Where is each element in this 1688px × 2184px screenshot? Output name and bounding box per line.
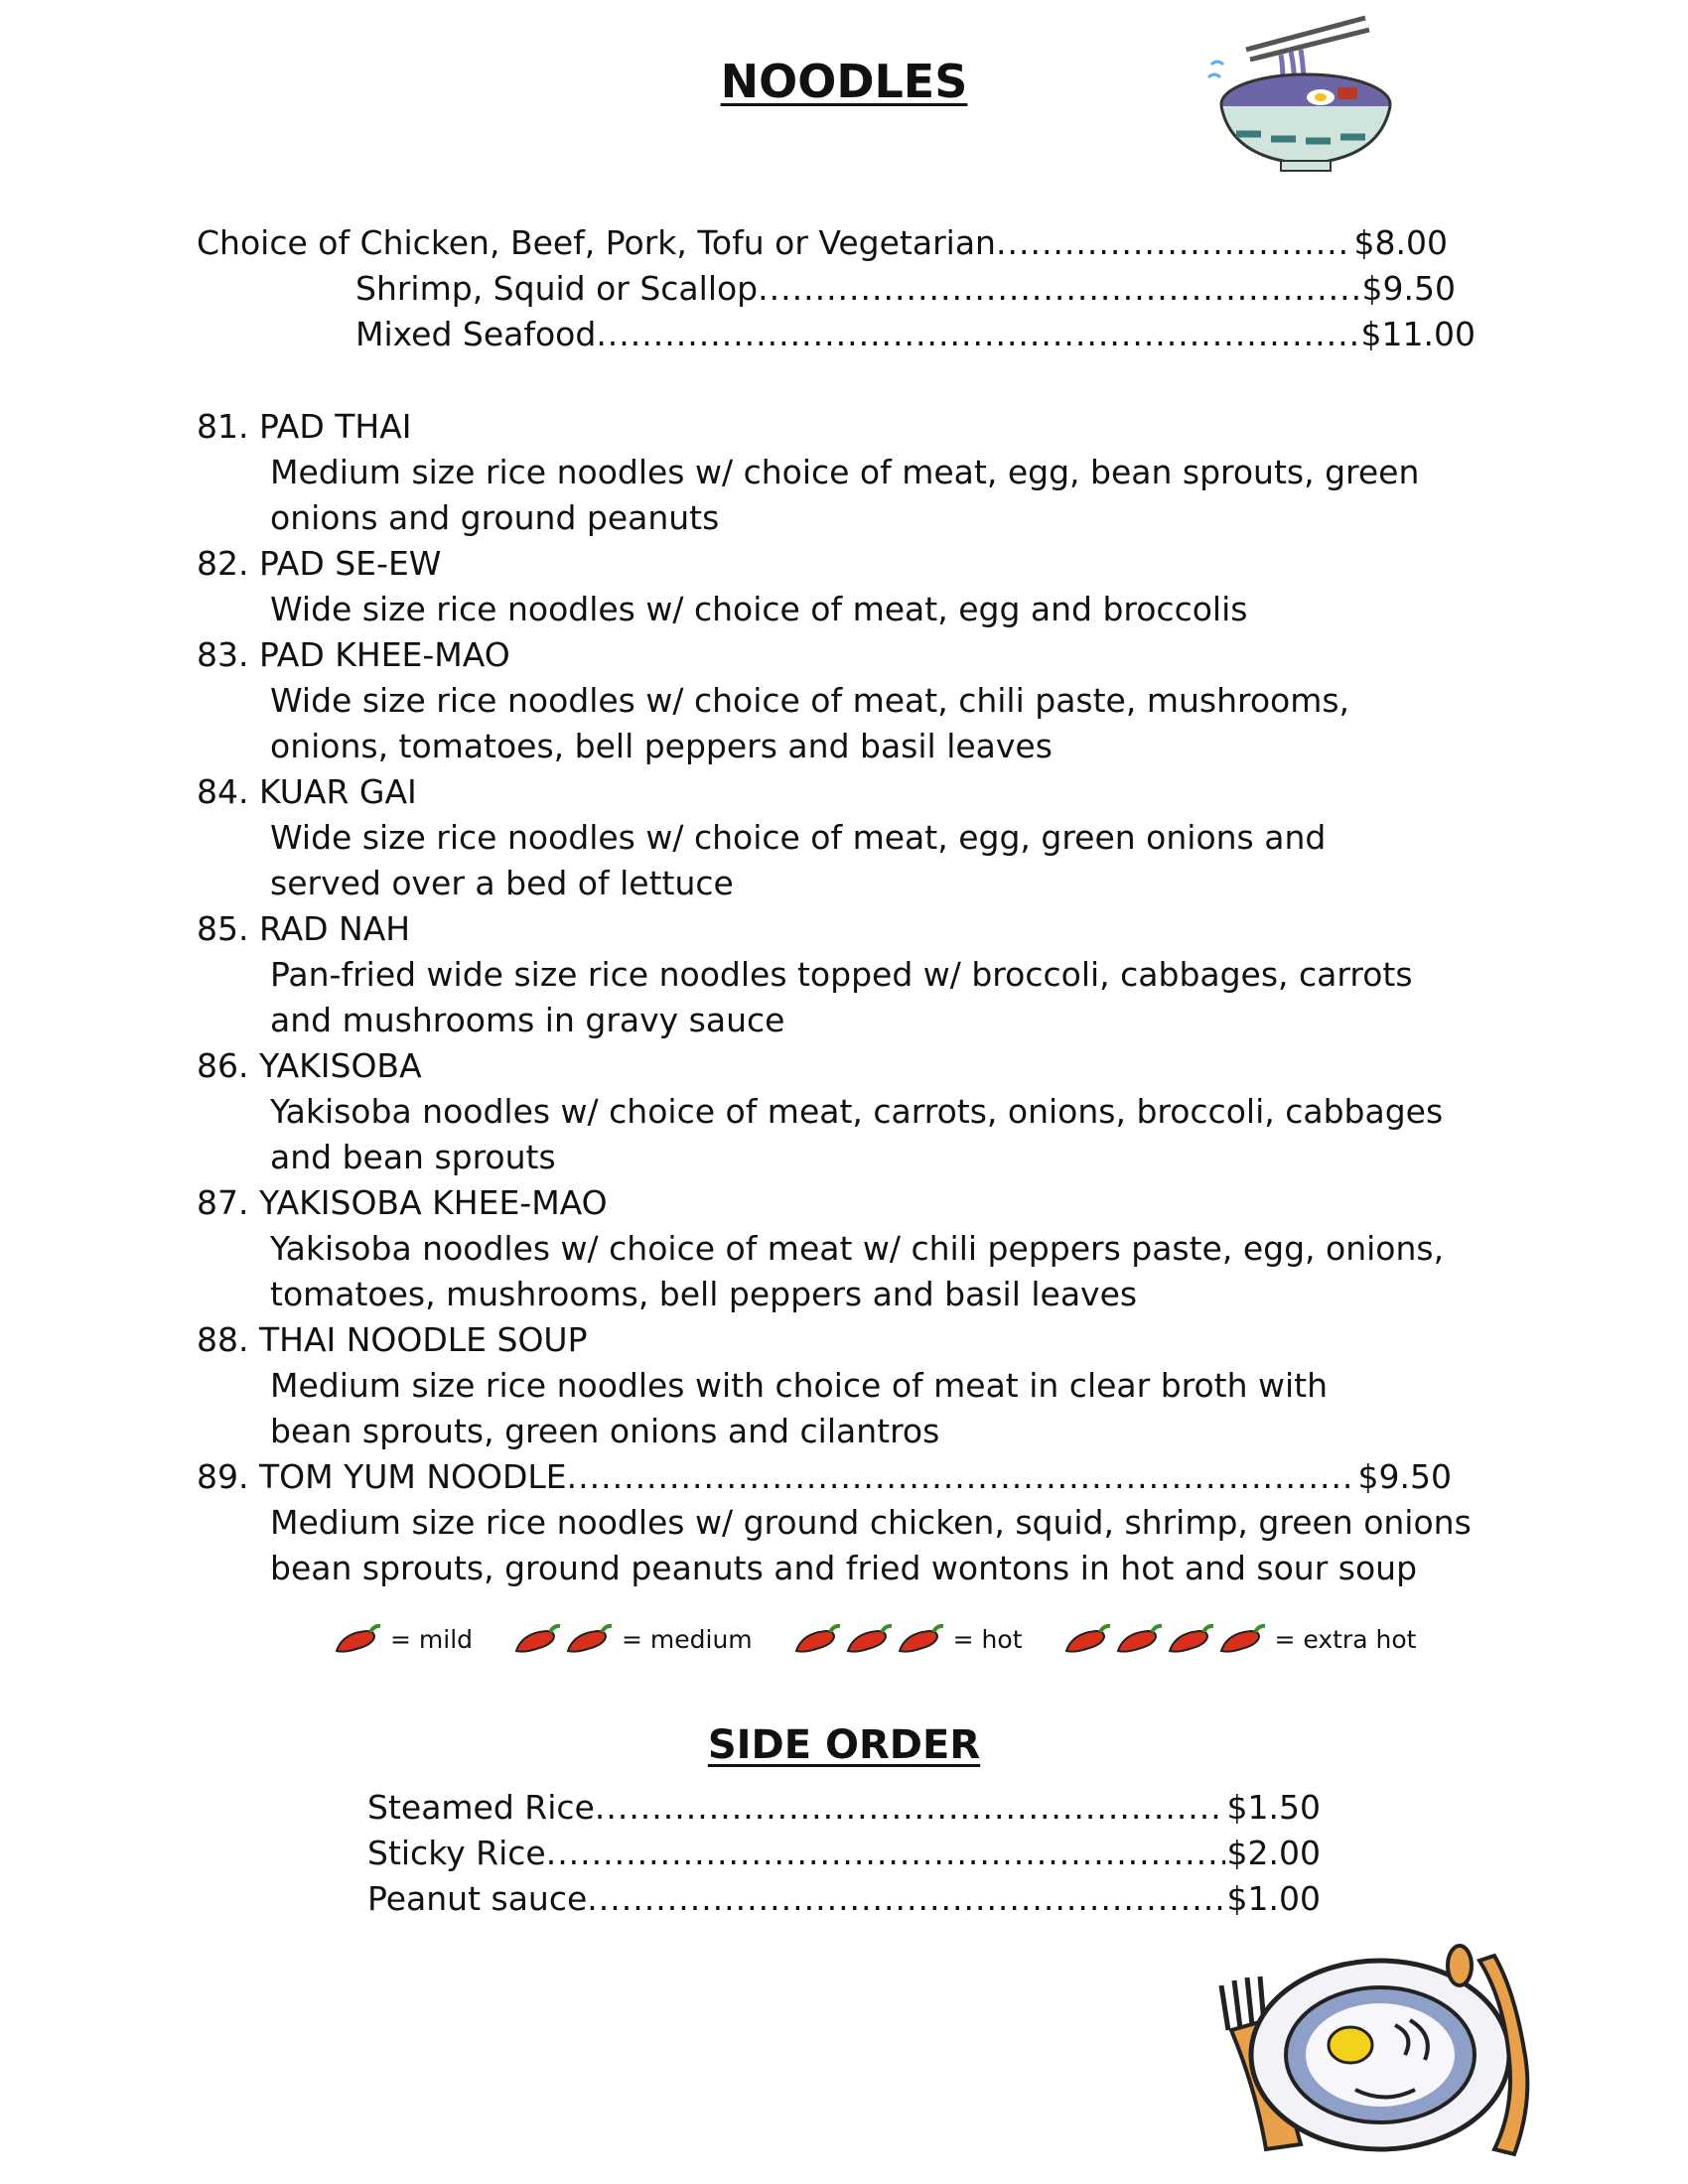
item-desc: Wide size rice noodles w/ choice of meat, egg and broccolis: [270, 590, 1248, 628]
leader-dots: [595, 1785, 1225, 1831]
leader-dots: [567, 1454, 1356, 1500]
price-label: Mixed Seafood: [355, 315, 597, 353]
chili-pepper-icon: [1062, 1623, 1112, 1657]
plate-cutlery-icon: [1206, 1941, 1544, 2169]
leader-dots: [996, 220, 1352, 266]
item-name: 83. PAD KHEE-MAO: [197, 635, 510, 674]
chili-pepper-icon: [1217, 1623, 1267, 1657]
item-desc: Medium size rice noodles w/ choice of meat, egg, bean sprouts, green: [270, 453, 1420, 491]
price-value: $8.00: [1353, 223, 1448, 262]
legend-medium: [512, 1620, 753, 1660]
legend-label: = medium: [622, 1625, 753, 1654]
item-desc: Wide size rice noodles w/ choice of meat, egg, green onions and: [270, 818, 1327, 857]
legend-label: = mild: [390, 1625, 474, 1654]
side-item-sticky-rice: [367, 1831, 1321, 1876]
leader-dots: [758, 266, 1359, 312]
item-desc: tomatoes, mushrooms, bell peppers and basil leaves: [270, 1275, 1138, 1313]
item-name: 88. THAI NOODLE SOUP: [197, 1320, 588, 1359]
page-title: NOODLES: [720, 55, 968, 108]
item-name-priced: [197, 1454, 1452, 1500]
side-order-title: SIDE ORDER: [707, 1722, 981, 1768]
item-desc: onions and ground peanuts: [270, 498, 720, 537]
item-name: 86. YAKISOBA: [197, 1046, 422, 1085]
legend-hot: [792, 1620, 1023, 1660]
chili-pepper-icon: [512, 1623, 562, 1657]
item-desc: served over a bed of lettuce: [270, 864, 734, 902]
item-desc: bean sprouts, ground peanuts and fried wontons in hot and sour soup: [270, 1549, 1418, 1587]
price-value: $2.00: [1226, 1834, 1321, 1872]
legend-mild: [333, 1620, 473, 1660]
spice-legend: [333, 1620, 1416, 1660]
price-value: $9.50: [1357, 1457, 1452, 1496]
legend-label: = extra hot: [1274, 1625, 1417, 1654]
price-value: $11.00: [1360, 315, 1476, 353]
chili-pepper-icon: [1166, 1623, 1215, 1657]
price-label: Peanut sauce: [367, 1879, 588, 1918]
price-label: Sticky Rice: [367, 1834, 546, 1872]
side-item-steamed-rice: [367, 1785, 1321, 1831]
item-name: 87. YAKISOBA KHEE-MAO: [197, 1183, 608, 1222]
price-label: Choice of Chicken, Beef, Pork, Tofu or Vegetarian: [197, 223, 996, 262]
price-line-seafood: [355, 266, 1456, 312]
item-name: 81. PAD THAI: [197, 407, 412, 446]
price-line-mixed-seafood: [355, 312, 1476, 357]
item-desc: onions, tomatoes, bell peppers and basil leaves: [270, 727, 1053, 765]
legend-extra-hot: [1062, 1620, 1417, 1660]
price-value: $1.50: [1226, 1788, 1321, 1827]
item-desc: Yakisoba noodles w/ choice of meat w/ chili peppers paste, egg, onions,: [270, 1229, 1445, 1268]
item-desc: Pan-fried wide size rice noodles topped w/ broccoli, cabbages, carrots: [270, 955, 1413, 994]
item-name: 85. RAD NAH: [197, 909, 411, 948]
chili-pepper-icon: [333, 1623, 382, 1657]
chili-pepper-icon: [896, 1623, 945, 1657]
leader-dots: [587, 1876, 1224, 1922]
side-item-peanut-sauce: [367, 1876, 1321, 1922]
item-desc: and mushrooms in gravy sauce: [270, 1001, 785, 1039]
price-line-base: [197, 220, 1448, 266]
item-name: 82. PAD SE-EW: [197, 544, 442, 583]
legend-label: = hot: [952, 1625, 1023, 1654]
item-desc: Medium size rice noodles w/ ground chicken, squid, shrimp, green onions: [270, 1503, 1472, 1542]
price-value: $1.00: [1226, 1879, 1321, 1918]
chili-pepper-icon: [792, 1623, 842, 1657]
chili-pepper-icon: [1114, 1623, 1164, 1657]
price-label: Shrimp, Squid or Scallop: [355, 269, 759, 308]
leader-dots: [546, 1831, 1225, 1876]
chili-pepper-icon: [844, 1623, 894, 1657]
item-desc: Wide size rice noodles w/ choice of meat, chili paste, mushrooms,: [270, 681, 1350, 720]
item-desc: and bean sprouts: [270, 1138, 556, 1176]
item-desc: bean sprouts, green onions and cilantros: [270, 1412, 940, 1450]
item-desc: Yakisoba noodles w/ choice of meat, carrots, onions, broccoli, cabbages: [270, 1092, 1444, 1131]
item-name: 89. TOM YUM NOODLE: [197, 1457, 567, 1496]
noodle-bowl-icon: [1206, 10, 1405, 179]
chili-pepper-icon: [564, 1623, 614, 1657]
leader-dots: [596, 312, 1358, 357]
item-desc: Medium size rice noodles with choice of meat in clear broth with: [270, 1366, 1329, 1405]
price-label: Steamed Rice: [367, 1788, 595, 1827]
price-value: $9.50: [1361, 269, 1456, 308]
item-name: 84. KUAR GAI: [197, 772, 417, 811]
